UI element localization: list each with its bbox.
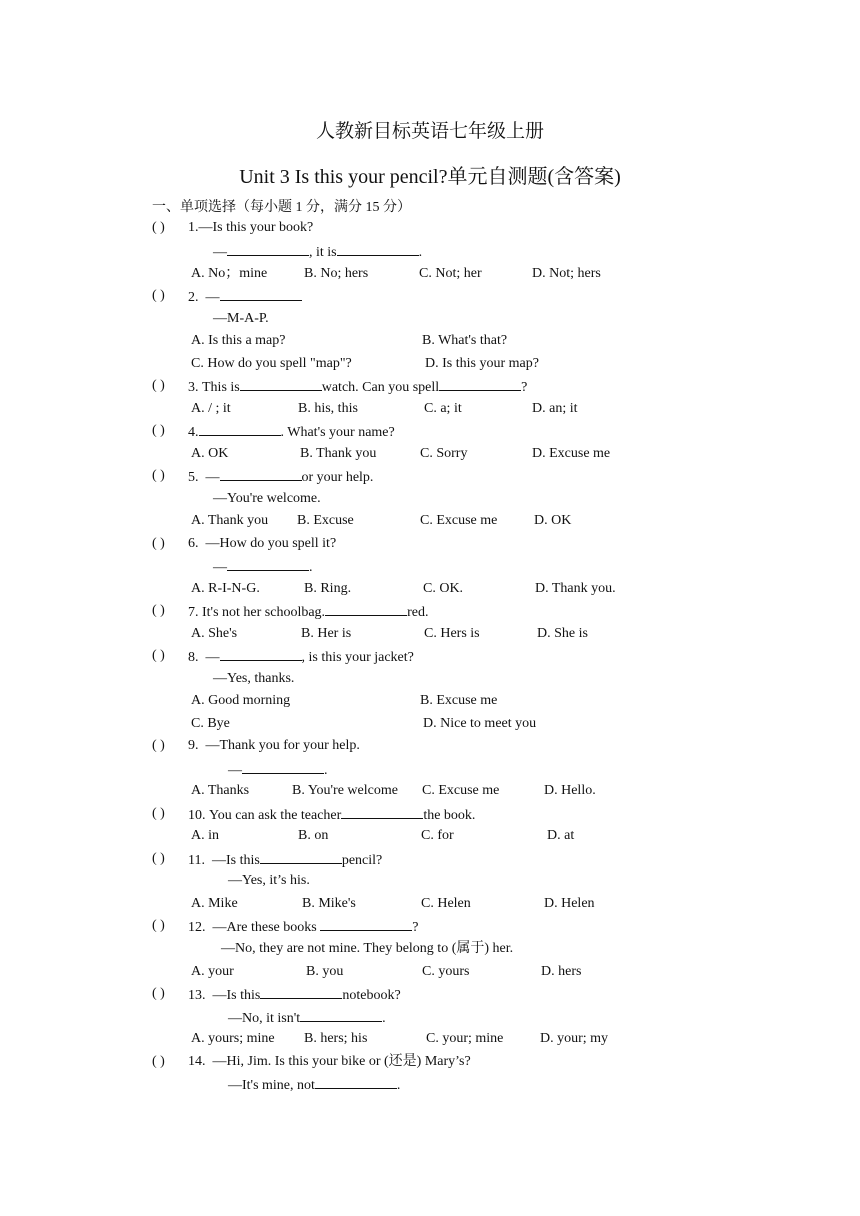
option-c: C. Excuse me bbox=[420, 513, 498, 528]
answer-paren: ( ) bbox=[152, 986, 165, 1001]
answer-paren: ( ) bbox=[152, 220, 165, 235]
option-b: B. hers; his bbox=[304, 1031, 368, 1046]
question-stem: It's not her schoolbag. bbox=[202, 605, 326, 620]
answer-paren: ( ) bbox=[152, 423, 165, 438]
option-d: D. Excuse me bbox=[532, 446, 611, 461]
stem-text: , it is bbox=[309, 245, 337, 260]
option-a: A. Good morning bbox=[191, 693, 291, 708]
question-2-line2: —M-A-P. bbox=[213, 311, 269, 326]
option-c: C. a; it bbox=[424, 401, 462, 416]
answer-blank bbox=[320, 917, 412, 931]
option-a: A. She's bbox=[191, 626, 238, 641]
answer-paren: ( ) bbox=[152, 468, 165, 483]
question-stem: —Hi, Jim. Is this your bike or (还是) Mary’s? bbox=[212, 1054, 471, 1069]
option-c: C. Bye bbox=[191, 716, 230, 731]
answer-paren: ( ) bbox=[152, 1054, 165, 1069]
option-c: C. OK. bbox=[423, 581, 464, 596]
option-a: A. R-I-N-G. bbox=[191, 581, 260, 596]
option-b: B. Thank you bbox=[300, 446, 377, 461]
option-d: D. your; my bbox=[540, 1031, 609, 1046]
answer-blank bbox=[260, 985, 342, 999]
option-a: A. Is this a map? bbox=[191, 333, 286, 348]
stem-text: notebook? bbox=[342, 988, 401, 1003]
stem-text: or your help. bbox=[301, 470, 374, 485]
option-b: B. Ring. bbox=[304, 581, 352, 596]
question-8-line2: —Yes, thanks. bbox=[213, 671, 295, 686]
answer-paren: ( ) bbox=[152, 918, 165, 933]
answer-paren: ( ) bbox=[152, 806, 165, 821]
question-1-line2 bbox=[213, 242, 422, 262]
option-d: D. at bbox=[547, 828, 575, 843]
answer-paren: ( ) bbox=[152, 536, 165, 551]
option-d: D. Not; hers bbox=[532, 266, 601, 281]
option-d: D. Hello. bbox=[544, 783, 596, 798]
option-c: C. Excuse me bbox=[422, 783, 500, 798]
answer-paren: ( ) bbox=[152, 378, 165, 393]
question-number: 10. bbox=[188, 808, 206, 823]
dash: — bbox=[228, 763, 242, 778]
stem-text: —It's mine, not bbox=[228, 1078, 315, 1093]
answer-blank bbox=[220, 287, 302, 301]
question-number: 2. bbox=[188, 290, 199, 305]
option-b: B. Her is bbox=[301, 626, 352, 641]
stem-text: , is this your jacket? bbox=[301, 650, 414, 665]
option-c: C. How do you spell "map"? bbox=[191, 356, 352, 371]
stem-text: pencil? bbox=[341, 853, 383, 868]
answer-paren: ( ) bbox=[152, 738, 165, 753]
question-stem: —Is this your book? bbox=[198, 220, 314, 235]
option-b: B. You're welcome bbox=[292, 783, 398, 798]
option-a: A. Thanks bbox=[191, 783, 250, 798]
option-d: D. Nice to meet you bbox=[423, 716, 537, 731]
answer-blank bbox=[260, 850, 342, 864]
answer-paren: ( ) bbox=[152, 603, 165, 618]
answer-blank bbox=[227, 242, 309, 256]
question-stem: You can ask the teacher bbox=[209, 808, 342, 823]
answer-blank bbox=[337, 242, 419, 256]
question-number: 9. bbox=[188, 738, 199, 753]
answer-blank bbox=[315, 1075, 397, 1089]
stem-text: —No, it isn't bbox=[228, 1011, 301, 1026]
option-a: A. OK bbox=[191, 446, 229, 461]
option-b: B. his, this bbox=[298, 401, 358, 416]
answer-blank bbox=[227, 557, 309, 571]
question-number: 13. bbox=[188, 988, 206, 1003]
option-a: A. Mike bbox=[191, 896, 238, 911]
question-number: 11. bbox=[188, 853, 205, 868]
document-subtitle: Unit 3 Is this your pencil?单元自测题(含答案) bbox=[239, 166, 621, 188]
stem-text: . bbox=[324, 763, 328, 778]
question-stem: This is bbox=[202, 380, 240, 395]
answer-blank bbox=[220, 647, 302, 661]
question-number: 14. bbox=[188, 1054, 206, 1069]
stem-text: . What's your name? bbox=[280, 425, 395, 440]
option-a: A. / ; it bbox=[191, 401, 231, 416]
option-c: C. for bbox=[421, 828, 454, 843]
option-b: B. Mike's bbox=[302, 896, 356, 911]
option-d: D. Helen bbox=[544, 896, 595, 911]
option-c: C. Sorry bbox=[420, 446, 468, 461]
option-d: D. OK bbox=[534, 513, 572, 528]
stem-text: the book. bbox=[423, 808, 476, 823]
question-number: 1. bbox=[188, 220, 199, 235]
answer-blank bbox=[341, 805, 423, 819]
question-13-line2 bbox=[228, 1008, 386, 1028]
answer-blank bbox=[242, 760, 324, 774]
question-number: 8. bbox=[188, 650, 199, 665]
option-c: C. Not; her bbox=[419, 266, 482, 281]
stem-text: . bbox=[382, 1011, 386, 1026]
question-number: 4. bbox=[188, 425, 199, 440]
stem-text: . bbox=[396, 1078, 401, 1093]
dash: — bbox=[213, 560, 227, 575]
option-d: D. hers bbox=[541, 964, 582, 979]
answer-blank bbox=[439, 377, 521, 391]
option-a: A. in bbox=[191, 828, 219, 843]
question-stem: — bbox=[205, 290, 220, 305]
question-5-line2: —You're welcome. bbox=[213, 491, 321, 506]
option-b: B. on bbox=[298, 828, 329, 843]
answer-blank bbox=[300, 1008, 382, 1022]
question-number: 5. bbox=[188, 470, 199, 485]
option-b: B. Excuse bbox=[297, 513, 354, 528]
stem-text: ? bbox=[521, 380, 528, 395]
answer-blank bbox=[240, 377, 322, 391]
section-heading: 一、单项选择（每小题 1 分，满分 15 分） bbox=[152, 200, 411, 215]
option-a: A. Thank you bbox=[191, 513, 269, 528]
answer-blank bbox=[325, 602, 407, 616]
option-d: D. an; it bbox=[532, 401, 578, 416]
stem-text: . bbox=[418, 245, 423, 260]
question-11-line2: —Yes, it’s his. bbox=[228, 873, 310, 888]
question-stem: — bbox=[205, 470, 220, 485]
option-a: A. yours; mine bbox=[191, 1031, 275, 1046]
option-c: C. your; mine bbox=[426, 1031, 504, 1046]
question-number: 3. bbox=[188, 380, 199, 395]
question-stem: —How do you spell it? bbox=[205, 536, 337, 551]
document-title: 人教新目标英语七年级上册 bbox=[315, 121, 544, 142]
answer-blank bbox=[199, 422, 281, 436]
stem-text: red. bbox=[407, 605, 429, 620]
option-a: A. No；mine bbox=[191, 266, 268, 281]
question-9-line2 bbox=[228, 760, 328, 780]
option-a: A. your bbox=[191, 964, 234, 979]
option-c: C. Helen bbox=[421, 896, 471, 911]
option-b: B. No; hers bbox=[304, 266, 369, 281]
question-number: 7. bbox=[188, 605, 199, 620]
stem-text: watch. Can you spell bbox=[321, 380, 440, 395]
option-c: C. yours bbox=[422, 964, 470, 979]
question-stem: —Is this bbox=[211, 853, 260, 868]
question-14-line2 bbox=[228, 1075, 400, 1095]
option-b: B. What's that? bbox=[422, 333, 508, 348]
option-d: D. She is bbox=[537, 626, 588, 641]
option-c: C. Hers is bbox=[424, 626, 480, 641]
option-d: D. Thank you. bbox=[535, 581, 616, 596]
question-stem: —Thank you for your help. bbox=[205, 738, 360, 753]
answer-paren: ( ) bbox=[152, 851, 165, 866]
option-b: B. you bbox=[306, 964, 344, 979]
question-6-line2 bbox=[213, 557, 313, 577]
dash: — bbox=[213, 245, 227, 260]
answer-paren: ( ) bbox=[152, 288, 165, 303]
answer-blank bbox=[220, 467, 302, 481]
question-number: 6. bbox=[188, 536, 199, 551]
answer-paren: ( ) bbox=[152, 648, 165, 663]
question-stem: —Is this bbox=[212, 988, 261, 1003]
option-b: B. Excuse me bbox=[420, 693, 498, 708]
stem-text: . bbox=[309, 560, 313, 575]
question-stem: —Are these books bbox=[212, 920, 321, 935]
question-stem: — bbox=[205, 650, 220, 665]
option-d: D. Is this your map? bbox=[425, 356, 539, 371]
stem-text: ? bbox=[412, 920, 419, 935]
question-12-line2: —No, they are not mine. They belong to (属于) her. bbox=[221, 941, 514, 956]
question-number: 12. bbox=[188, 920, 206, 935]
